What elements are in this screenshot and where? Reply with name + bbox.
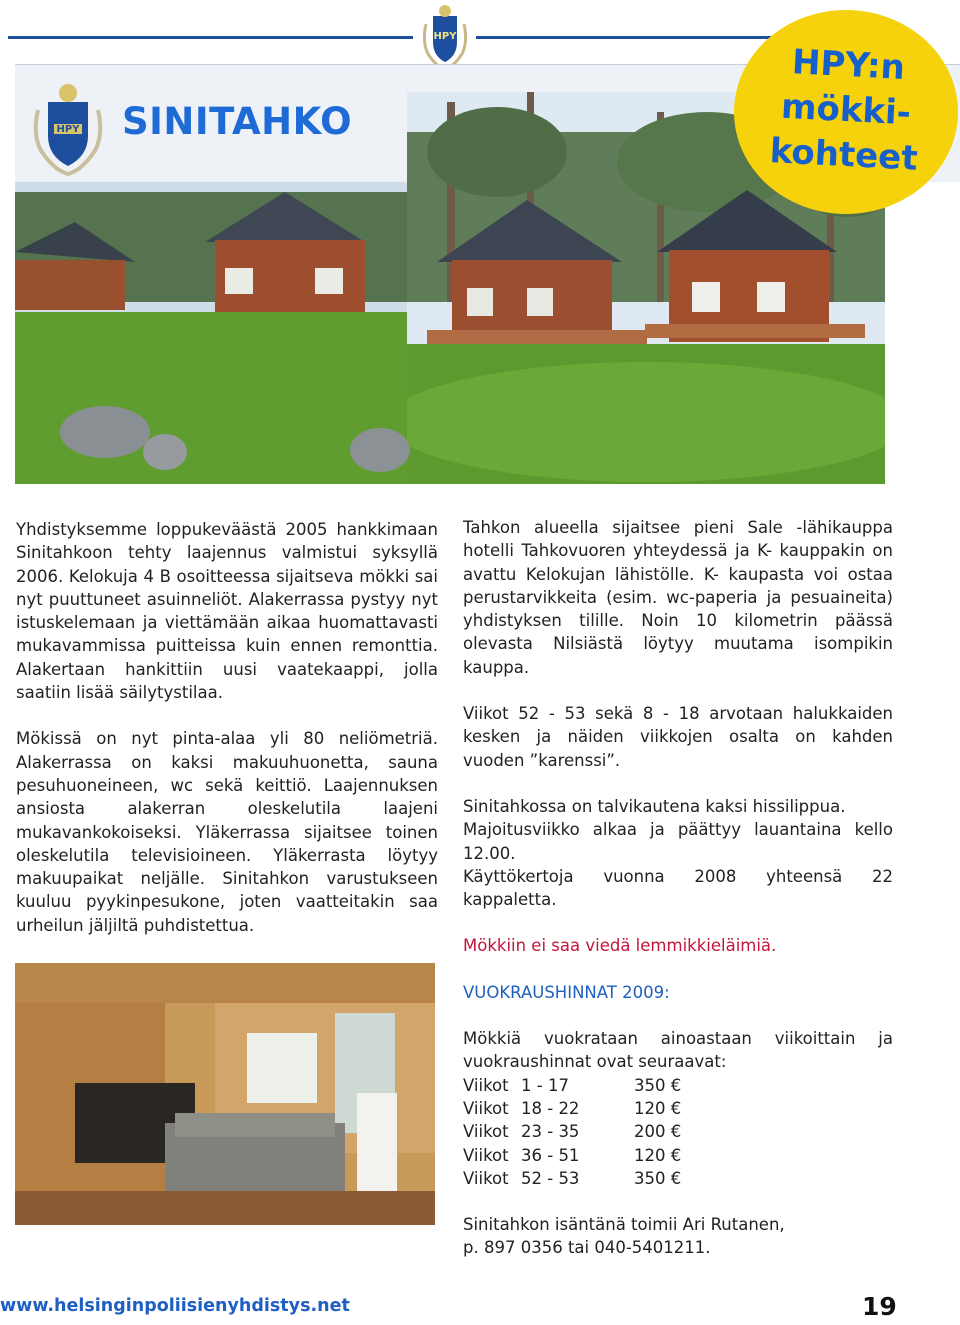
- left-column: [16, 518, 438, 937]
- left-paragraph-2: Mökissä on nyt pinta-alaa yli 80 neliömetriä. Alakerrassa on kaksi makuuhuonetta, sauna pesuhuoneineen, wc sekä keittiö. Laajennuksen ansiosta alakerran oleskelutila laajeni mukavankokoiseksi. Yläkerrassa sijaitsee toinen oleskelutila televisioineen. Yläkerrasta löytyy makuupaikat neljälle. Sinitahkon varustukseen kuuluu pyykinpesukone, joten vaatteitakin saa urheilun jäljiltä puhdistettua.: [16, 729, 438, 935]
- pets-notice: Mökkiin ei saa viedä lemmikkieläimiä.: [463, 936, 777, 956]
- price-row: [463, 1144, 893, 1167]
- rent-intro: Mökkiä vuokrataan ainoastaan viikoittain ja vuokraushinnat ovat seuraavat:: [463, 1029, 893, 1072]
- price-row: [463, 1120, 893, 1143]
- right-paragraph-2: Viikot 52 - 53 sekä 8 - 18 arvotaan halukkaiden kesken ja näiden viikkojen osalta on kahden vuoden ”karenssi”.: [463, 704, 893, 770]
- price-row: [463, 1074, 893, 1097]
- price-value: 120 €: [634, 1098, 682, 1118]
- badge-line-2: mökki-: [780, 86, 912, 134]
- price-list: [463, 1074, 893, 1190]
- right-paragraph-3-line-1: Sinitahkossa on talvikautena kaksi hissilippua.: [463, 796, 846, 816]
- host-line-2: p. 897 0356 tai 040-5401211.: [463, 1238, 711, 1258]
- price-label: Viikot: [463, 1075, 509, 1095]
- right-paragraph-3-line-3: Käyttökertoja vuonna 2008 yhteensä 22 kappaletta.: [463, 866, 893, 910]
- page-title: SINITAHKO: [122, 100, 353, 143]
- left-paragraph-1: Yhdistyksemme loppukeväästä 2005 hankkimaan Sinitahkoon tehty laajennus valmistui syksyllä 2006. Kelokuja 4 B osoitteessa sijaitseva mökki sai nyt puuttuneet asuinneliöt. Alakerrassa pystyy nyt istuskelemaan ja viettämään aikaa huomattavasti mukavammissa puitteissa kuin ennen remonttia. Alakertaan hankittiin uusi vaatekaappi, jolla saatiin lisää säilytystilaa.: [16, 520, 438, 703]
- price-weeks: 23 - 35: [521, 1122, 580, 1142]
- price-weeks: 52 - 53: [521, 1168, 580, 1188]
- badge-line-3: kohteet: [768, 131, 919, 179]
- hpy-crest-icon: [28, 80, 108, 176]
- header-rule-right: [476, 36, 776, 39]
- hpy-crest-icon: [418, 2, 472, 72]
- badge-text: [753, 38, 940, 182]
- right-column: [463, 516, 893, 1260]
- price-label: Viikot: [463, 1098, 509, 1118]
- price-weeks: 36 - 51: [521, 1145, 580, 1165]
- right-paragraph-3-line-2: Majoitusviikko alkaa ja päättyy lauantaina kello 12.00.: [463, 820, 893, 863]
- crest-text: HPY: [433, 31, 457, 42]
- host-line-1: Sinitahkon isäntänä toimii Ari Rutanen,: [463, 1215, 785, 1235]
- cabins-photo-left: [15, 182, 885, 484]
- price-label: Viikot: [463, 1145, 509, 1165]
- price-value: 120 €: [634, 1145, 682, 1165]
- price-value: 350 €: [634, 1075, 682, 1095]
- price-label: Viikot: [463, 1122, 509, 1142]
- price-value: 350 €: [634, 1168, 682, 1188]
- footer-url: www.helsinginpoliisienyhdistys.net: [0, 1296, 350, 1316]
- price-weeks: 1 - 17: [521, 1075, 569, 1095]
- rent-heading: VUOKRAUSHINNAT 2009:: [463, 982, 670, 1002]
- price-row: [463, 1167, 893, 1190]
- header-rule-left: [8, 36, 413, 39]
- interior-photo: [15, 963, 435, 1225]
- price-label: Viikot: [463, 1168, 509, 1188]
- price-value: 200 €: [634, 1122, 682, 1142]
- badge-line-1: HPY:n: [790, 42, 906, 88]
- price-row: [463, 1097, 893, 1120]
- right-paragraph-1: Tahkon alueella sijaitsee pieni Sale -lähikauppa hotelli Tahkovuoren yhteydessä ja K- kauppakin on avattu Kelokujan lähistölle. K- kaupasta voi ostaa perustarvikkeita (esim. wc-paperia ja pesuaineita) yhdistyksen tilille. Noin 10 kilometrin päässä olevasta Nilsiästä löytyy muutama isompikin kauppa.: [463, 518, 893, 677]
- crest-text: HPY: [56, 124, 80, 135]
- page-number: 19: [862, 1292, 897, 1321]
- price-weeks: 18 - 22: [521, 1098, 580, 1118]
